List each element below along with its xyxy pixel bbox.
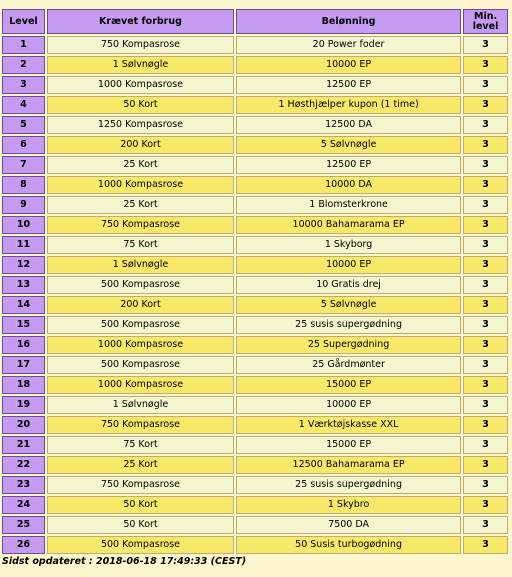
reward-cell: 12500 DA [236, 116, 461, 134]
table-row [2, 256, 508, 274]
min-level-cell: 3 [463, 376, 508, 394]
cost-cell: 50 Kort [47, 516, 234, 534]
table-row [2, 396, 508, 414]
min-level-cell: 3 [463, 336, 508, 354]
level-cell: 7 [2, 156, 45, 174]
reward-cell: 25 Gårdmønter [236, 356, 461, 374]
min-level-cell: 3 [463, 396, 508, 414]
cost-cell: 200 Kort [47, 296, 234, 314]
cost-cell: 750 Kompasrose [47, 476, 234, 494]
min-level-cell: 3 [463, 56, 508, 74]
table-row [2, 176, 508, 194]
level-cell: 2 [2, 56, 45, 74]
reward-cell: 12500 EP [236, 76, 461, 94]
cost-cell: 500 Kompasrose [47, 276, 234, 294]
min-level-cell: 3 [463, 116, 508, 134]
table-row [2, 156, 508, 174]
table-row [2, 336, 508, 354]
cost-cell: 200 Kort [47, 136, 234, 154]
cost-cell: 1000 Kompasrose [47, 76, 234, 94]
level-cell: 3 [2, 76, 45, 94]
table-row [2, 76, 508, 94]
cost-cell: 25 Kort [47, 196, 234, 214]
table-row [2, 96, 508, 114]
table-row [2, 376, 508, 394]
reward-cell: 25 Supergødning [236, 336, 461, 354]
table-row [2, 276, 508, 294]
table-row [2, 516, 508, 534]
reward-cell: 1 Skyborg [236, 236, 461, 254]
table-row [2, 476, 508, 494]
cost-cell: 25 Kort [47, 156, 234, 174]
table-row [2, 136, 508, 154]
reward-cell: 1 Blomsterkrone [236, 196, 461, 214]
reward-cell: 25 susis supergødning [236, 316, 461, 334]
min-level-cell: 3 [463, 456, 508, 474]
cost-cell: 1000 Kompasrose [47, 336, 234, 354]
reward-cell: 1 Høsthjælper kupon (1 time) [236, 96, 461, 114]
table-row [2, 536, 508, 554]
level-cell: 9 [2, 196, 45, 214]
level-cell: 13 [2, 276, 45, 294]
min-level-cell: 3 [463, 236, 508, 254]
min-level-cell: 3 [463, 216, 508, 234]
reward-cell: 5 Sølvnøgle [236, 136, 461, 154]
level-cell: 18 [2, 376, 45, 394]
table-row [2, 416, 508, 434]
min-level-cell: 3 [463, 536, 508, 554]
cost-cell: 1000 Kompasrose [47, 376, 234, 394]
cost-cell: 1 Sølvnøgle [47, 396, 234, 414]
cost-cell: 500 Kompasrose [47, 356, 234, 374]
min-level-cell: 3 [463, 156, 508, 174]
min-level-cell: 3 [463, 76, 508, 94]
level-cell: 24 [2, 496, 45, 514]
reward-cell: 1 Værktøjskasse XXL [236, 416, 461, 434]
reward-cell: 10000 EP [236, 256, 461, 274]
level-cell: 8 [2, 176, 45, 194]
level-cell: 6 [2, 136, 45, 154]
level-cell: 4 [2, 96, 45, 114]
level-cell: 15 [2, 316, 45, 334]
cost-cell: 1 Sølvnøgle [47, 256, 234, 274]
level-cell: 17 [2, 356, 45, 374]
reward-cell: 50 Susis turbogødning [236, 536, 461, 554]
cost-cell: 75 Kort [47, 236, 234, 254]
table-row [2, 196, 508, 214]
header-required-cost: Krævet forbrug [47, 9, 234, 34]
header-min-level: Min. level [463, 9, 508, 34]
level-cell: 19 [2, 396, 45, 414]
table-header-row [2, 9, 508, 34]
reward-cell: 15000 EP [236, 376, 461, 394]
reward-cell: 10000 EP [236, 396, 461, 414]
min-level-cell: 3 [463, 196, 508, 214]
min-level-cell: 3 [463, 436, 508, 454]
reward-cell: 10 Gratis drej [236, 276, 461, 294]
cost-cell: 500 Kompasrose [47, 536, 234, 554]
cost-cell: 75 Kort [47, 436, 234, 454]
min-level-cell: 3 [463, 276, 508, 294]
table-row [2, 56, 508, 74]
min-level-cell: 3 [463, 176, 508, 194]
level-cell: 25 [2, 516, 45, 534]
level-cell: 16 [2, 336, 45, 354]
reward-cell: 20 Power foder [236, 36, 461, 54]
level-cell: 22 [2, 456, 45, 474]
table-row [2, 296, 508, 314]
table-row [2, 436, 508, 454]
min-level-cell: 3 [463, 356, 508, 374]
table-row [2, 116, 508, 134]
header-level: Level [2, 9, 45, 34]
min-level-cell: 3 [463, 316, 508, 334]
level-cell: 1 [2, 36, 45, 54]
table-row [2, 456, 508, 474]
level-cell: 14 [2, 296, 45, 314]
min-level-cell: 3 [463, 416, 508, 434]
level-cell: 5 [2, 116, 45, 134]
level-cell: 10 [2, 216, 45, 234]
min-level-cell: 3 [463, 296, 508, 314]
table-row [2, 316, 508, 334]
min-level-cell: 3 [463, 476, 508, 494]
level-cell: 11 [2, 236, 45, 254]
level-cell: 20 [2, 416, 45, 434]
cost-cell: 750 Kompasrose [47, 216, 234, 234]
cost-cell: 750 Kompasrose [47, 416, 234, 434]
cost-cell: 1250 Kompasrose [47, 116, 234, 134]
level-cell: 12 [2, 256, 45, 274]
reward-cell: 1 Skybro [236, 496, 461, 514]
cost-cell: 25 Kort [47, 456, 234, 474]
cost-cell: 750 Kompasrose [47, 36, 234, 54]
header-reward: Belønning [236, 9, 461, 34]
reward-cell: 10000 DA [236, 176, 461, 194]
cost-cell: 50 Kort [47, 96, 234, 114]
reward-cell: 12500 Bahamarama EP [236, 456, 461, 474]
reward-cell: 15000 EP [236, 436, 461, 454]
min-level-cell: 3 [463, 96, 508, 114]
level-cell: 23 [2, 476, 45, 494]
last-updated-text: Sidst opdateret : 2018-06-18 17:49:33 (CEST) [2, 556, 247, 567]
reward-cell: 5 Sølvnøgle [236, 296, 461, 314]
cost-cell: 50 Kort [47, 496, 234, 514]
reward-cell: 25 susis supergødning [236, 476, 461, 494]
cost-cell: 1 Sølvnøgle [47, 56, 234, 74]
level-cell: 26 [2, 536, 45, 554]
level-cell: 21 [2, 436, 45, 454]
min-level-cell: 3 [463, 36, 508, 54]
table-row [2, 496, 508, 514]
reward-cell: 10000 EP [236, 56, 461, 74]
reward-cell: 12500 EP [236, 156, 461, 174]
table-row [2, 236, 508, 254]
level-rewards-table [0, 7, 510, 556]
table-row [2, 216, 508, 234]
min-level-cell: 3 [463, 496, 508, 514]
reward-cell: 10000 Bahamarama EP [236, 216, 461, 234]
reward-cell: 7500 DA [236, 516, 461, 534]
min-level-cell: 3 [463, 256, 508, 274]
table-body [2, 36, 508, 554]
cost-cell: 500 Kompasrose [47, 316, 234, 334]
cost-cell: 1000 Kompasrose [47, 176, 234, 194]
min-level-cell: 3 [463, 516, 508, 534]
min-level-cell: 3 [463, 136, 508, 154]
table-row [2, 356, 508, 374]
table-row [2, 36, 508, 54]
